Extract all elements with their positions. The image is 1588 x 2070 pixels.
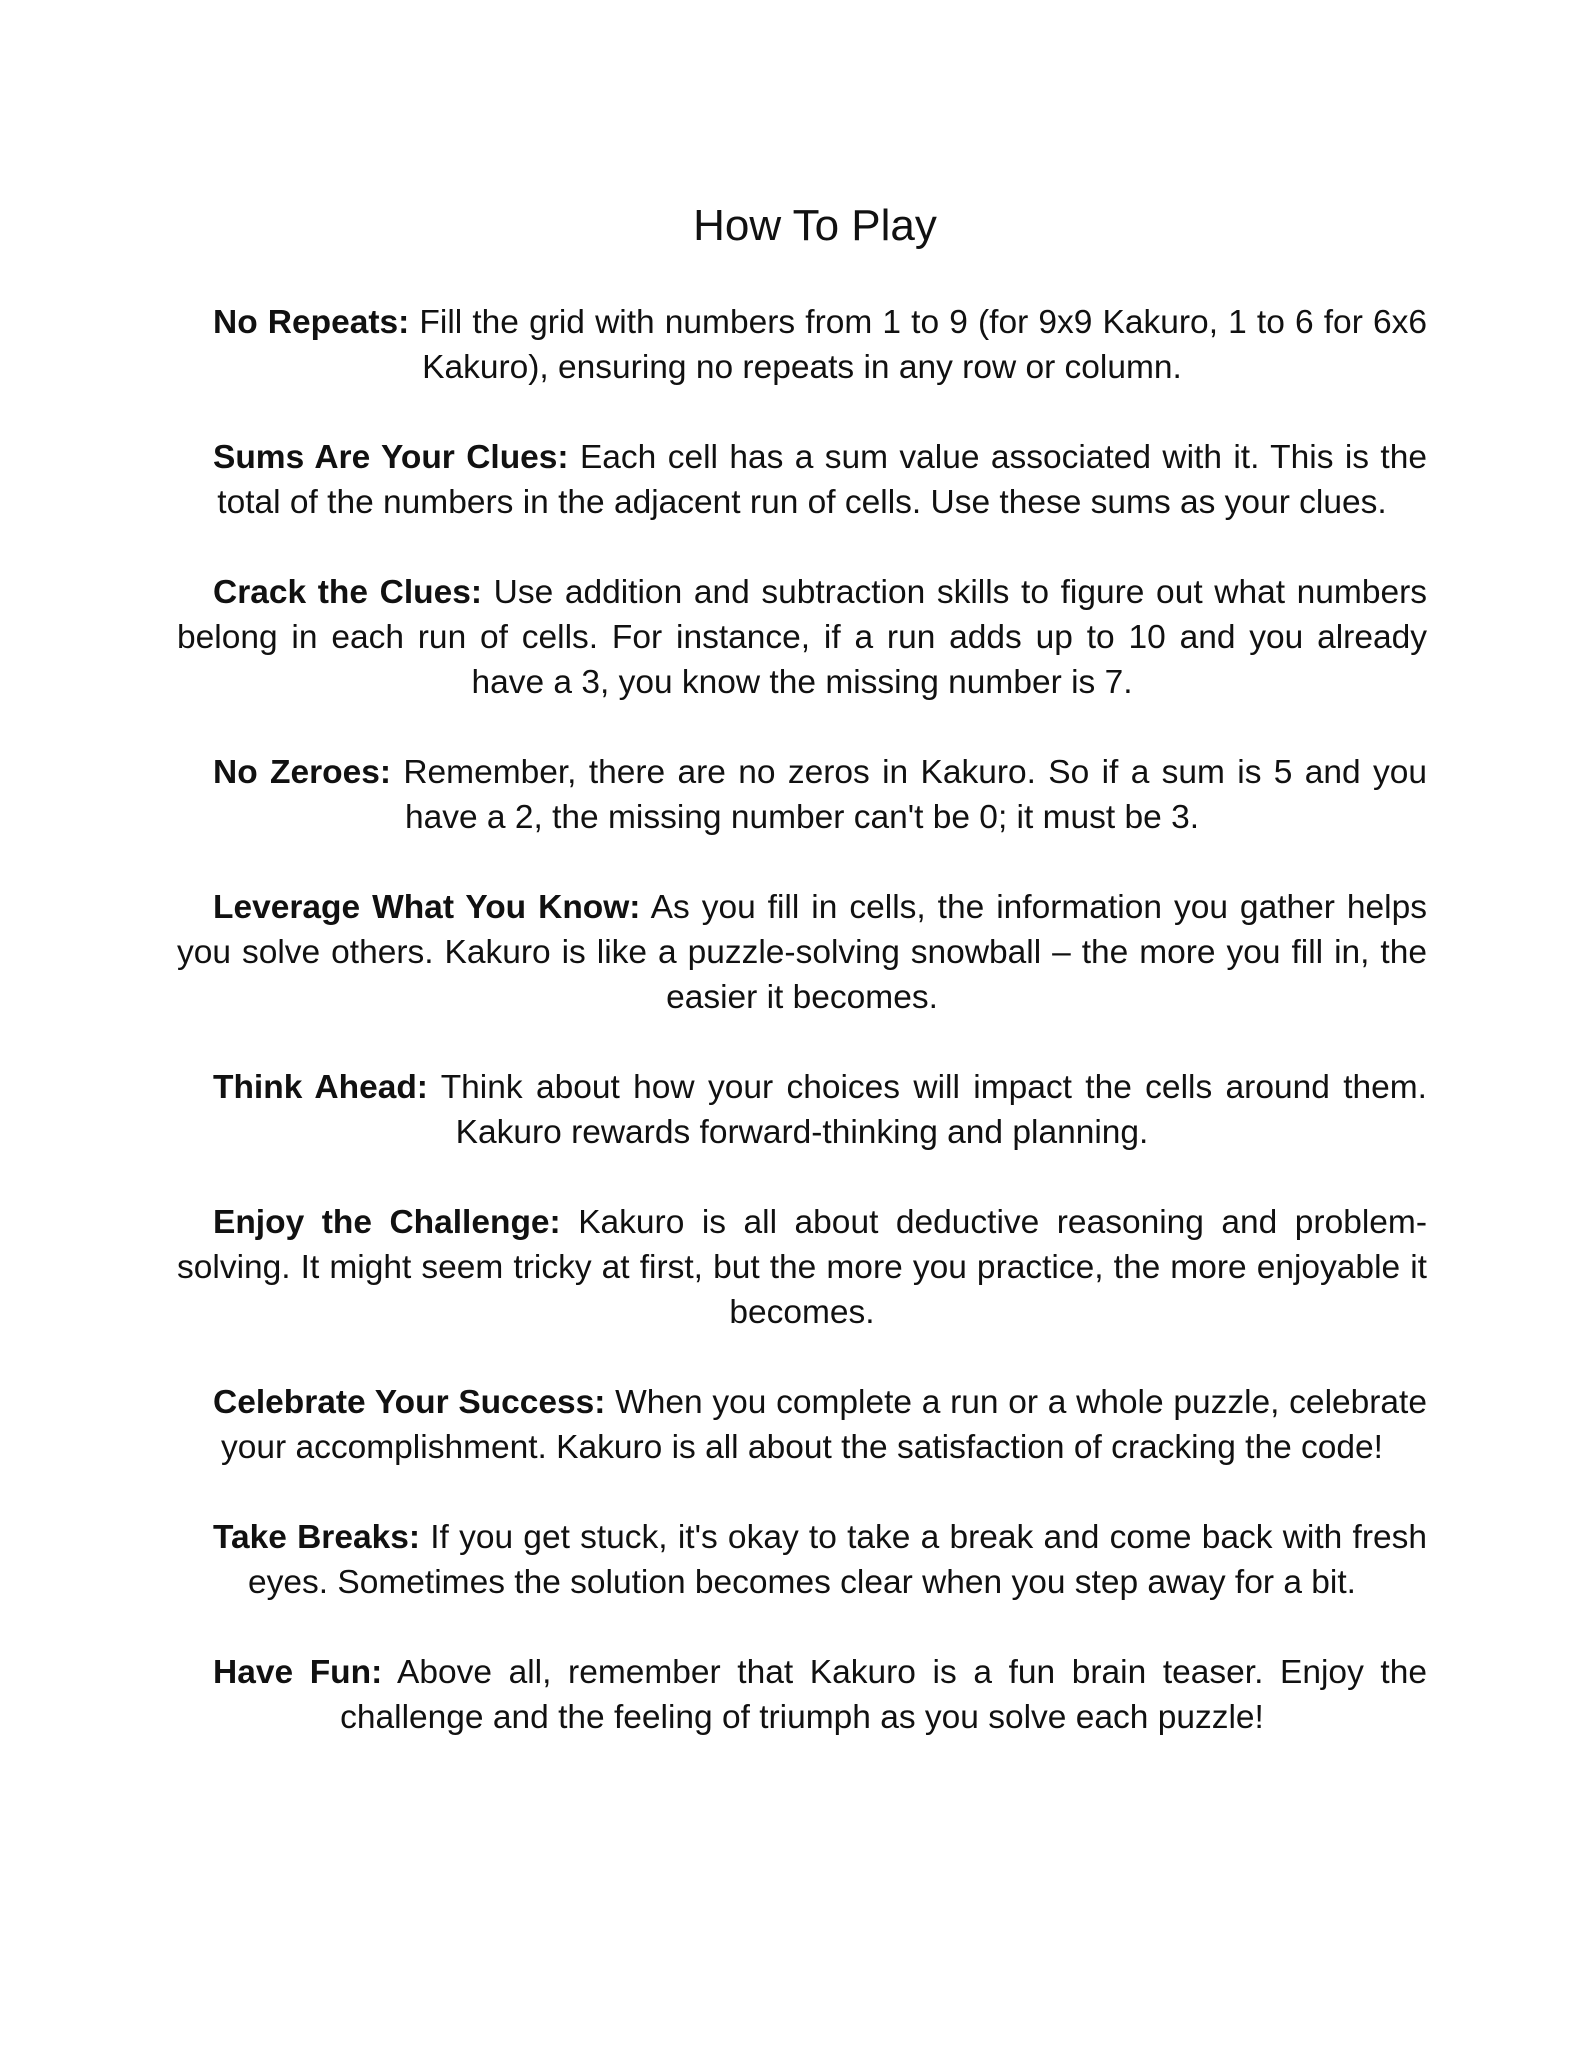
rule-text: Kakuro is all about deductive reasoning and problem-solving. It might seem tricky at first, but the more you practice, the more enjoyable it becomes. <box>177 1204 1427 1331</box>
rule-text: If you get stuck, it's okay to take a break and come back with fresh eyes. Sometimes the solution becomes clear when you step away for a bit. <box>248 1519 1427 1601</box>
rule-heading: Enjoy the Challenge: <box>213 1204 561 1241</box>
rule-heading: Leverage What You Know: <box>213 889 641 926</box>
rule-no-repeats <box>177 300 1427 390</box>
rule-text: Above all, remember that Kakuro is a fun brain teaser. Enjoy the challenge and the feeling of triumph as you solve each puzzle! <box>340 1654 1427 1736</box>
rule-heading: Celebrate Your Success: <box>213 1384 606 1421</box>
rule-heading: Think Ahead: <box>213 1069 428 1106</box>
rule-heading: Sums Are Your Clues: <box>213 439 569 476</box>
rule-celebrate-your-success <box>177 1380 1427 1470</box>
rule-heading: Take Breaks: <box>213 1519 421 1556</box>
rule-think-ahead <box>177 1065 1427 1155</box>
rule-text: When you complete a run or a whole puzzle, celebrate your accomplishment. Kakuro is all about the satisfaction of cracking the code! <box>221 1384 1427 1466</box>
rule-no-zeroes <box>177 750 1427 840</box>
rule-heading: No Zeroes: <box>213 754 392 791</box>
rule-text: Each cell has a sum value associated with it. This is the total of the numbers in the adjacent run of cells. Use these sums as your clues. <box>217 439 1427 521</box>
rule-have-fun <box>177 1650 1427 1740</box>
rule-take-breaks <box>177 1515 1427 1605</box>
rules-list <box>177 300 1427 1785</box>
rule-heading: Crack the Clues: <box>213 574 483 611</box>
rule-sums-are-your-clues <box>177 435 1427 525</box>
page-title: How To Play <box>693 201 937 250</box>
rule-enjoy-the-challenge <box>177 1200 1427 1335</box>
rule-text: Remember, there are no zeros in Kakuro. So if a sum is 5 and you have a 2, the missing number can't be 0; it must be 3. <box>391 754 1428 836</box>
rule-heading: No Repeats: <box>213 304 410 341</box>
rule-crack-the-clues <box>177 570 1427 705</box>
rule-text: Think about how your choices will impact the cells around them. Kakuro rewards forward-thinking and planning. <box>427 1069 1427 1151</box>
rule-leverage-what-you-know <box>177 885 1427 1020</box>
rule-text: As you fill in cells, the information you gather helps you solve others. Kakuro is like a puzzle-solving snowball – the more you fill in, the easier it becomes. <box>177 889 1427 1016</box>
rule-text: Fill the grid with numbers from 1 to 9 (for 9x9 Kakuro, 1 to 6 for 6x6 Kakuro), ensuring no repeats in any row or column. <box>409 304 1427 386</box>
rule-text: Use addition and subtraction skills to figure out what numbers belong in each run of cells. For instance, if a run adds up to 10 and you already have a 3, you know the missing number is 7. <box>177 574 1427 701</box>
rule-heading: Have Fun: <box>213 1654 383 1691</box>
